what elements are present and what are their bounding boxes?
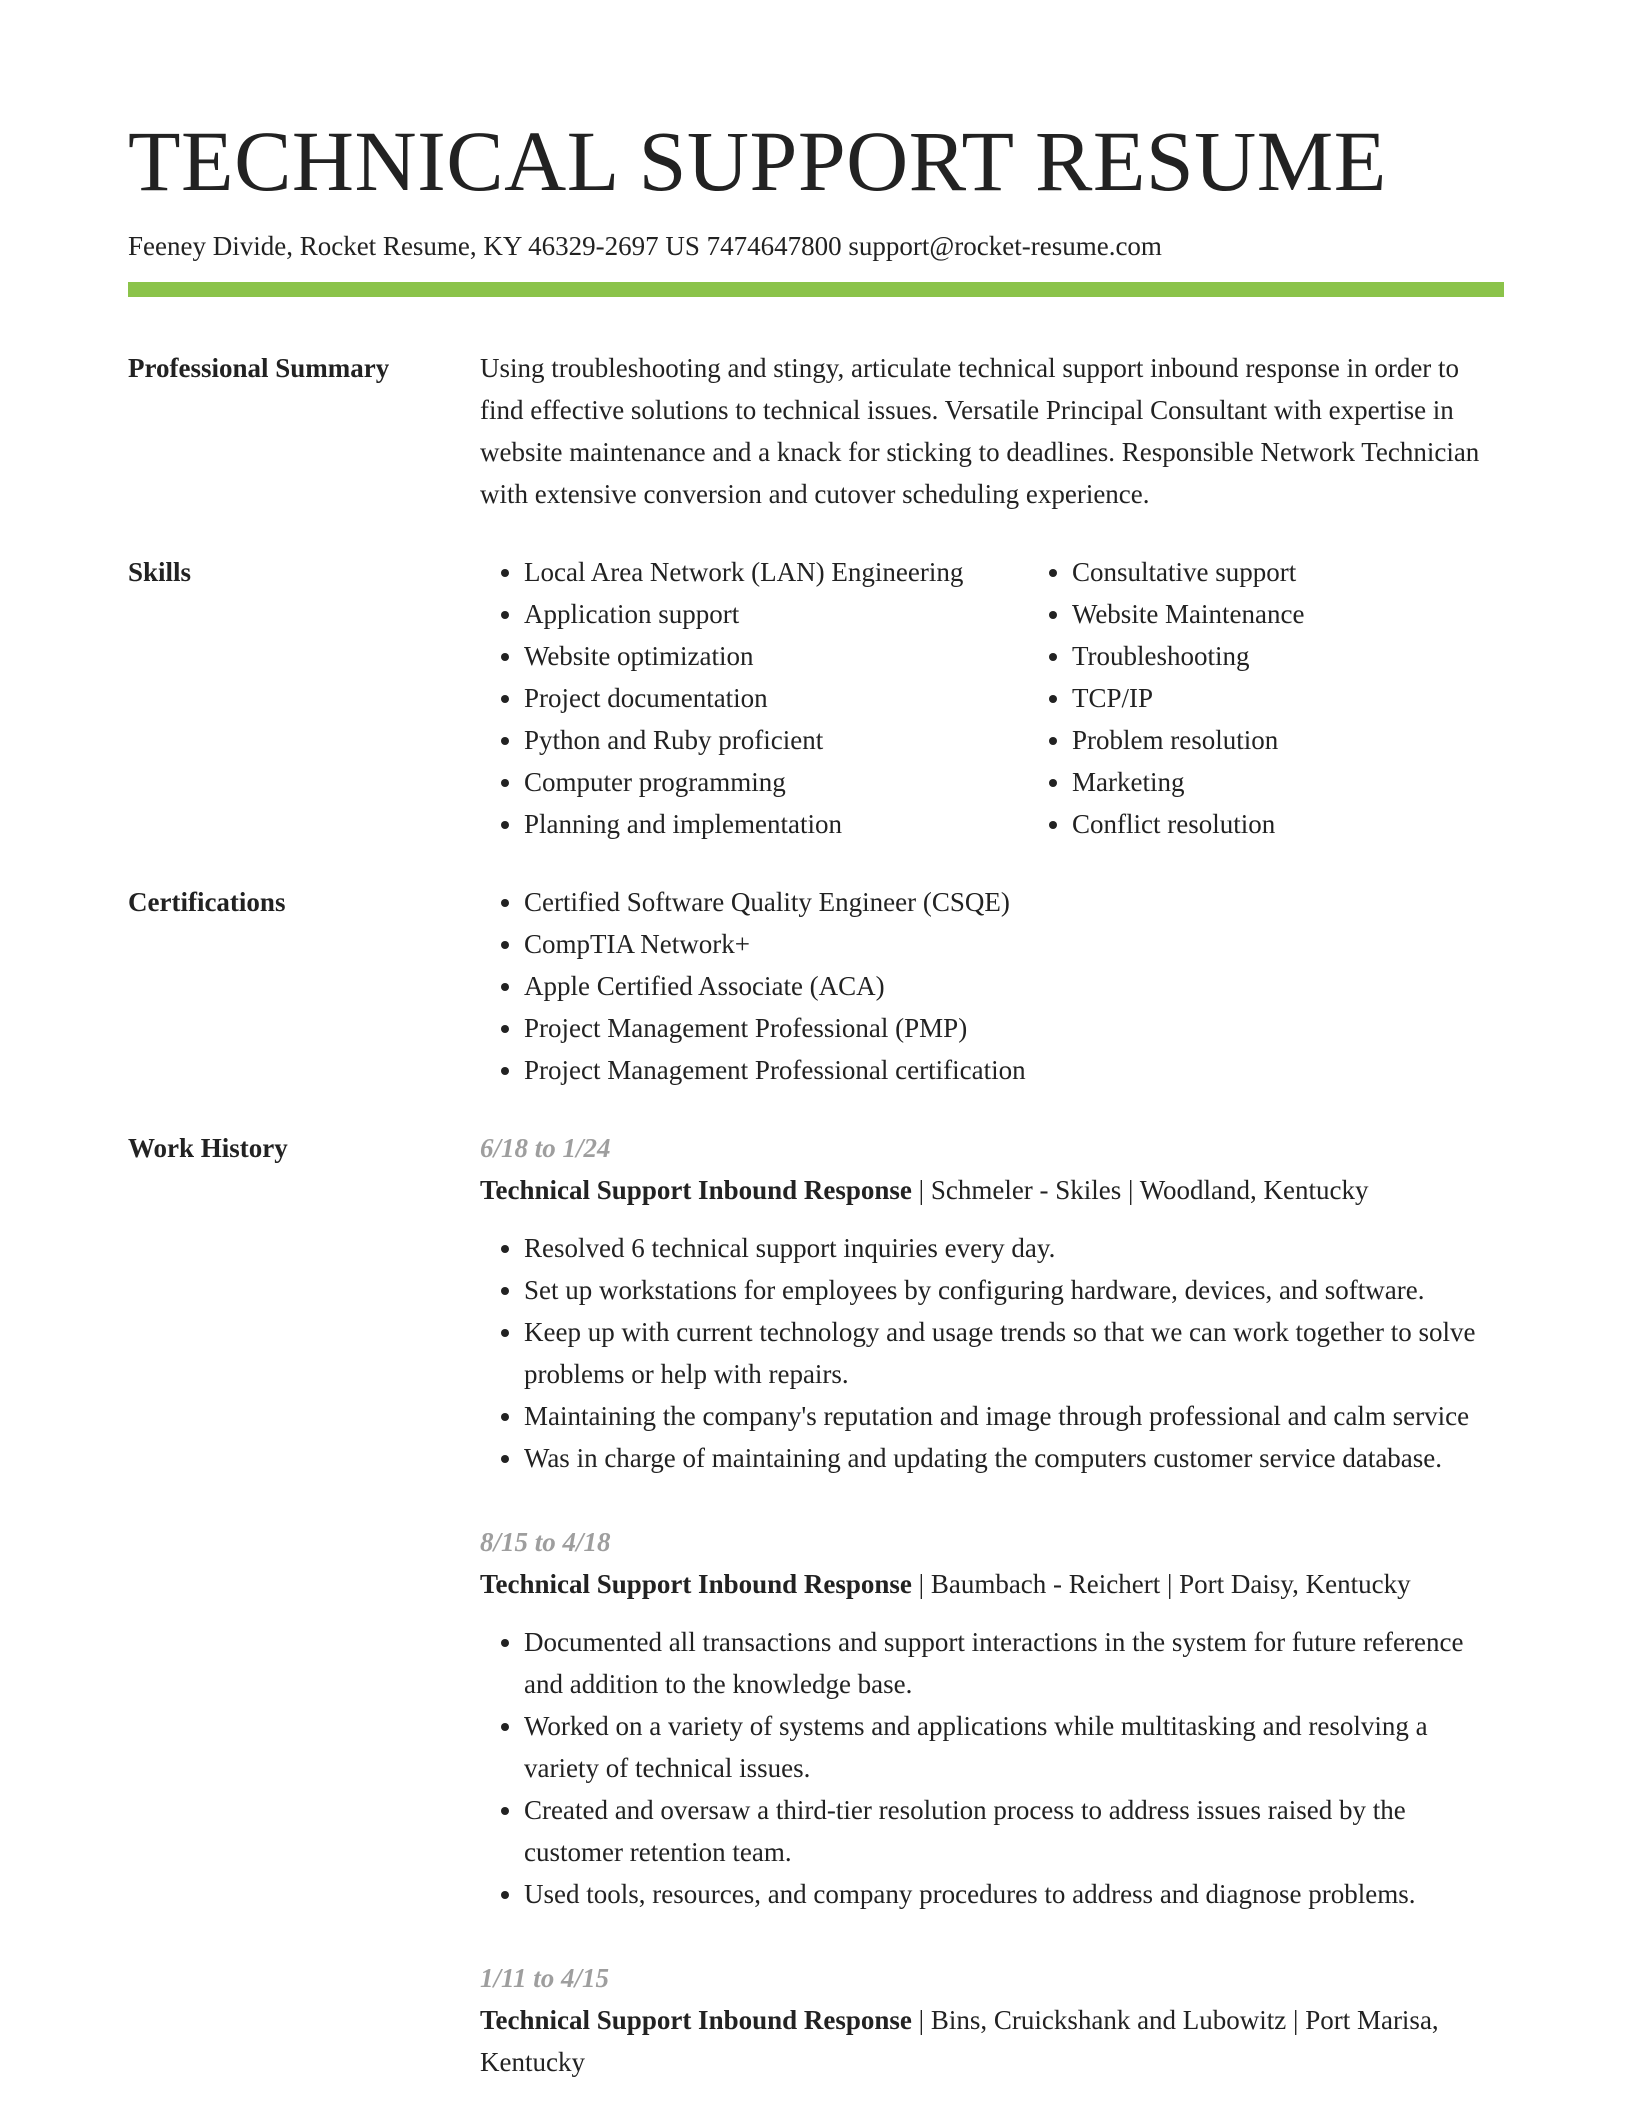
job-details: | Baumbach - Reichert | Port Daisy, Kentucky <box>911 1569 1411 1600</box>
skill-item: • Conflict resolution <box>1072 803 1576 845</box>
skill-item: • Website Maintenance <box>1072 593 1576 635</box>
section-label-certifications: Certifications <box>128 887 286 918</box>
certification-item: • Certified Software Quality Engineer (CSQE) <box>524 881 1504 923</box>
skill-item: • Application support <box>524 593 1028 635</box>
skill-item: • Troubleshooting <box>1072 635 1576 677</box>
resume-page <box>128 0 1504 2125</box>
skill-item: • Website optimization <box>524 635 1028 677</box>
job-bullet: • Maintaining the company's reputation and image through professional and calm service <box>524 1395 1504 1437</box>
skills-grid <box>480 551 1576 845</box>
job-bullets <box>480 1227 1504 1479</box>
job-heading <box>480 1169 1504 1211</box>
certifications-section <box>128 881 1504 1091</box>
work-history-body <box>480 1127 1504 2125</box>
job-bullets <box>480 1621 1504 1915</box>
contact-line: Feeney Divide, Rocket Resume, KY 46329-2697 US 7474647800 support@rocket-resume.com <box>128 231 1162 261</box>
job-dates: 6/18 to 1/24 <box>480 1133 611 1164</box>
job-entry <box>480 1957 1504 2083</box>
certifications-list <box>480 881 1504 1091</box>
skill-item: • TCP/IP <box>1072 677 1576 719</box>
summary-body <box>480 347 1504 515</box>
job-bullet: • Documented all transactions and support interactions in the system for future reference and addition to the knowledge base. <box>524 1621 1504 1705</box>
skills-list-left <box>480 551 1028 845</box>
job-bullet: • Resolved 6 technical support inquiries every day. <box>524 1227 1504 1269</box>
skills-list-right <box>1028 551 1576 845</box>
certifications-body <box>480 881 1504 1091</box>
accent-divider <box>128 282 1504 297</box>
job-title: Technical Support Inbound Response <box>480 2005 912 2036</box>
job-title: Technical Support Inbound Response <box>480 1569 912 1600</box>
job-dates: 8/15 to 4/18 <box>480 1527 611 1558</box>
job-bullet: • Created and oversaw a third-tier resolution process to address issues raised by the customer retention team. <box>524 1789 1504 1873</box>
skill-item: • Project documentation <box>524 677 1028 719</box>
job-entry <box>480 1127 1504 1479</box>
skill-item: • Marketing <box>1072 761 1576 803</box>
job-bullet: • Set up workstations for employees by configuring hardware, devices, and software. <box>524 1269 1504 1311</box>
skill-item: • Python and Ruby proficient <box>524 719 1028 761</box>
resume-title: TECHNICAL SUPPORT RESUME <box>128 113 1387 209</box>
work-history-section <box>128 1127 1504 2125</box>
skill-item: • Computer programming <box>524 761 1028 803</box>
job-details: | Bins, Cruickshank and Lubowitz | Port Marisa, Kentucky <box>480 2005 1439 2078</box>
section-label-summary: Professional Summary <box>128 353 390 384</box>
skill-item: • Local Area Network (LAN) Engineering <box>524 551 1028 593</box>
job-bullet: • Used tools, resources, and company procedures to address and diagnose problems. <box>524 1873 1504 1915</box>
section-label-skills: Skills <box>128 557 192 588</box>
certification-item: • Apple Certified Associate (ACA) <box>524 965 1504 1007</box>
job-heading <box>480 1563 1504 1605</box>
job-bullet: • Was in charge of maintaining and updating the computers customer service database. <box>524 1437 1504 1479</box>
job-bullet: • Worked on a variety of systems and applications while multitasking and resolving a variety of technical issues. <box>524 1705 1504 1789</box>
job-bullet: • Keep up with current technology and usage trends so that we can work together to solve problems or help with repairs. <box>524 1311 1504 1395</box>
skill-item: • Consultative support <box>1072 551 1576 593</box>
section-label-work-history: Work History <box>128 1133 288 1164</box>
certification-item: • CompTIA Network+ <box>524 923 1504 965</box>
skill-item: • Planning and implementation <box>524 803 1028 845</box>
job-title: Technical Support Inbound Response <box>480 1175 912 1206</box>
certification-item: • Project Management Professional (PMP) <box>524 1007 1504 1049</box>
job-dates: 1/11 to 4/15 <box>480 1963 610 1994</box>
certification-item: • Project Management Professional certification <box>524 1049 1504 1091</box>
job-details: | Schmeler - Skiles | Woodland, Kentucky <box>911 1175 1369 1206</box>
job-entry <box>480 1521 1504 1915</box>
job-heading <box>480 1999 1504 2083</box>
skill-item: • Problem resolution <box>1072 719 1576 761</box>
summary-section <box>128 347 1504 515</box>
skills-section <box>128 551 1504 845</box>
skills-body <box>480 551 1576 845</box>
summary-text: Using troubleshooting and stingy, articulate technical support inbound response in order to find effective solutions to technical issues. Versatile Principal Consultant with expertise in website maintenance and a knack for sticking to deadlines. Responsible Network Technician with extensive conversion and cutover scheduling experience. <box>480 353 1480 510</box>
